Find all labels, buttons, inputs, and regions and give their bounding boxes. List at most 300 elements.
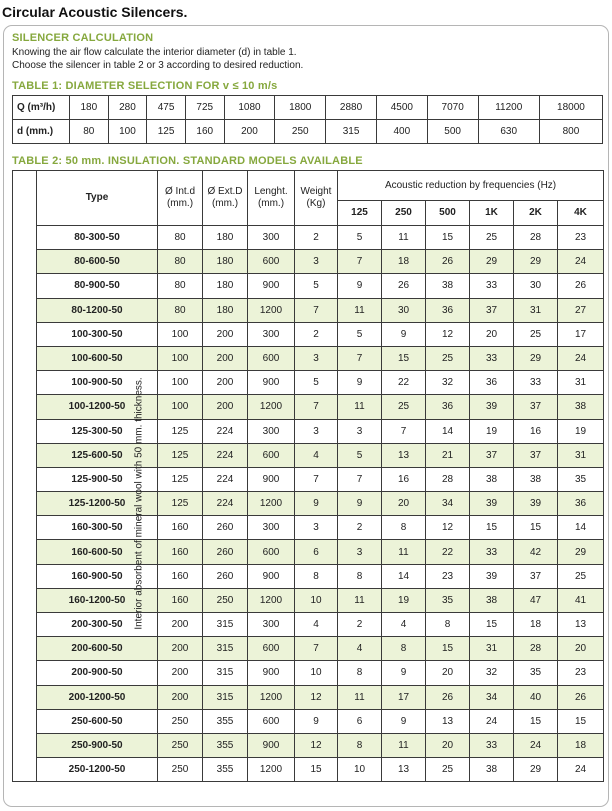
diameter-cell: 630 xyxy=(478,120,539,144)
int-d-cell: 160 xyxy=(158,588,203,612)
reduction-125-cell: 9 xyxy=(338,371,382,395)
reduction-2k-cell: 33 xyxy=(514,371,558,395)
weight-cell: 9 xyxy=(295,492,338,516)
reduction-1k-cell: 39 xyxy=(470,395,514,419)
type-cell: 125-600-50 xyxy=(37,443,158,467)
reduction-250-cell: 7 xyxy=(382,419,426,443)
int-d-cell: 200 xyxy=(158,637,203,661)
weight-cell: 7 xyxy=(295,637,338,661)
weight-cell: 12 xyxy=(295,685,338,709)
reduction-500-cell: 38 xyxy=(426,274,470,298)
reduction-250-cell: 11 xyxy=(382,540,426,564)
reduction-4k-cell: 13 xyxy=(558,613,604,637)
int-d-cell: 250 xyxy=(158,758,203,782)
reduction-500-cell: 12 xyxy=(426,516,470,540)
reduction-125-cell: 7 xyxy=(338,250,382,274)
table-row xyxy=(13,733,604,757)
reduction-4k-cell: 23 xyxy=(558,661,604,685)
reduction-4k-cell: 41 xyxy=(558,588,604,612)
type-cell: 200-600-50 xyxy=(37,637,158,661)
int-d-cell: 100 xyxy=(158,371,203,395)
standard-models-table xyxy=(12,170,604,782)
reduction-4k-cell: 29 xyxy=(558,540,604,564)
table-row xyxy=(13,346,604,370)
reduction-4k-cell: 20 xyxy=(558,637,604,661)
reduction-250-cell: 13 xyxy=(382,758,426,782)
ext-d-cell: 355 xyxy=(203,758,248,782)
diameter-cell: 200 xyxy=(224,120,275,144)
col-header-frequency: 4K xyxy=(558,201,604,226)
reduction-500-cell: 26 xyxy=(426,685,470,709)
col-header-frequency: 125 xyxy=(338,201,382,226)
reduction-2k-cell: 40 xyxy=(514,685,558,709)
length-cell: 900 xyxy=(248,467,295,491)
reduction-2k-cell: 15 xyxy=(514,709,558,733)
table-row xyxy=(13,564,604,588)
reduction-4k-cell: 14 xyxy=(558,516,604,540)
type-cell: 200-900-50 xyxy=(37,661,158,685)
reduction-2k-cell: 29 xyxy=(514,758,558,782)
table-row xyxy=(13,492,604,516)
reduction-1k-cell: 34 xyxy=(470,685,514,709)
ext-d-cell: 250 xyxy=(203,588,248,612)
weight-cell: 2 xyxy=(295,226,338,250)
ext-d-cell: 355 xyxy=(203,709,248,733)
weight-cell: 12 xyxy=(295,733,338,757)
reduction-2k-cell: 37 xyxy=(514,395,558,419)
reduction-4k-cell: 24 xyxy=(558,346,604,370)
reduction-2k-cell: 29 xyxy=(514,250,558,274)
reduction-125-cell: 8 xyxy=(338,564,382,588)
reduction-1k-cell: 24 xyxy=(470,709,514,733)
weight-cell: 5 xyxy=(295,274,338,298)
reduction-125-cell: 2 xyxy=(338,613,382,637)
type-cell: 100-300-50 xyxy=(37,322,158,346)
ext-d-cell: 315 xyxy=(203,685,248,709)
int-d-cell: 125 xyxy=(158,467,203,491)
type-cell: 160-900-50 xyxy=(37,564,158,588)
reduction-2k-cell: 28 xyxy=(514,226,558,250)
row-label-airflow: Q (m³/h) xyxy=(13,96,70,120)
int-d-cell: 125 xyxy=(158,419,203,443)
reduction-2k-cell: 31 xyxy=(514,298,558,322)
col-header-acoustic: Acoustic reduction by frequencies (Hz) xyxy=(338,171,604,201)
diameter-selection-table xyxy=(12,95,603,144)
length-cell: 1200 xyxy=(248,298,295,322)
reduction-500-cell: 12 xyxy=(426,322,470,346)
length-cell: 900 xyxy=(248,661,295,685)
reduction-125-cell: 11 xyxy=(338,395,382,419)
table-row xyxy=(13,637,604,661)
reduction-500-cell: 21 xyxy=(426,443,470,467)
reduction-2k-cell: 42 xyxy=(514,540,558,564)
type-cell: 125-1200-50 xyxy=(37,492,158,516)
reduction-2k-cell: 35 xyxy=(514,661,558,685)
length-cell: 1200 xyxy=(248,588,295,612)
ext-d-cell: 315 xyxy=(203,661,248,685)
table-row xyxy=(13,588,604,612)
length-cell: 600 xyxy=(248,709,295,733)
reduction-500-cell: 32 xyxy=(426,371,470,395)
reduction-500-cell: 8 xyxy=(426,613,470,637)
type-cell: 125-300-50 xyxy=(37,419,158,443)
length-cell: 300 xyxy=(248,516,295,540)
int-d-cell: 80 xyxy=(158,274,203,298)
reduction-500-cell: 22 xyxy=(426,540,470,564)
reduction-4k-cell: 31 xyxy=(558,443,604,467)
ext-d-cell: 180 xyxy=(203,274,248,298)
reduction-4k-cell: 38 xyxy=(558,395,604,419)
airflow-cell: 7070 xyxy=(427,96,478,120)
weight-cell: 10 xyxy=(295,661,338,685)
type-cell: 200-1200-50 xyxy=(37,685,158,709)
reduction-250-cell: 19 xyxy=(382,588,426,612)
int-d-cell: 125 xyxy=(158,443,203,467)
ext-d-cell: 315 xyxy=(203,637,248,661)
airflow-cell: 725 xyxy=(185,96,224,120)
reduction-250-cell: 13 xyxy=(382,443,426,467)
reduction-500-cell: 25 xyxy=(426,346,470,370)
reduction-500-cell: 25 xyxy=(426,758,470,782)
airflow-cell: 11200 xyxy=(478,96,539,120)
weight-cell: 4 xyxy=(295,613,338,637)
type-cell: 125-900-50 xyxy=(37,467,158,491)
weight-cell: 3 xyxy=(295,250,338,274)
reduction-250-cell: 30 xyxy=(382,298,426,322)
weight-cell: 3 xyxy=(295,419,338,443)
reduction-125-cell: 8 xyxy=(338,733,382,757)
reduction-2k-cell: 25 xyxy=(514,322,558,346)
reduction-250-cell: 15 xyxy=(382,346,426,370)
length-cell: 900 xyxy=(248,371,295,395)
reduction-4k-cell: 24 xyxy=(558,250,604,274)
reduction-125-cell: 5 xyxy=(338,443,382,467)
reduction-125-cell: 7 xyxy=(338,346,382,370)
length-cell: 300 xyxy=(248,419,295,443)
airflow-cell: 18000 xyxy=(539,96,602,120)
length-cell: 600 xyxy=(248,346,295,370)
diameter-cell: 250 xyxy=(275,120,326,144)
reduction-250-cell: 26 xyxy=(382,274,426,298)
reduction-2k-cell: 15 xyxy=(514,516,558,540)
reduction-500-cell: 36 xyxy=(426,298,470,322)
int-d-cell: 100 xyxy=(158,322,203,346)
reduction-2k-cell: 30 xyxy=(514,274,558,298)
reduction-500-cell: 28 xyxy=(426,467,470,491)
reduction-250-cell: 9 xyxy=(382,322,426,346)
col-header-frequency: 2K xyxy=(514,201,558,226)
weight-cell: 6 xyxy=(295,540,338,564)
weight-cell: 9 xyxy=(295,709,338,733)
type-cell: 160-600-50 xyxy=(37,540,158,564)
reduction-2k-cell: 37 xyxy=(514,564,558,588)
airflow-cell: 4500 xyxy=(376,96,427,120)
reduction-1k-cell: 38 xyxy=(470,467,514,491)
reduction-250-cell: 17 xyxy=(382,685,426,709)
reduction-4k-cell: 36 xyxy=(558,492,604,516)
airflow-cell: 1080 xyxy=(224,96,275,120)
reduction-2k-cell: 39 xyxy=(514,492,558,516)
type-cell: 80-900-50 xyxy=(37,274,158,298)
diameter-cell: 800 xyxy=(539,120,602,144)
ext-d-cell: 180 xyxy=(203,250,248,274)
reduction-250-cell: 8 xyxy=(382,516,426,540)
reduction-250-cell: 8 xyxy=(382,637,426,661)
reduction-250-cell: 9 xyxy=(382,709,426,733)
reduction-125-cell: 5 xyxy=(338,226,382,250)
calc-line-2: Choose the silencer in table 2 or 3 according to desired reduction. xyxy=(12,59,304,71)
int-d-cell: 160 xyxy=(158,564,203,588)
type-cell: 250-600-50 xyxy=(37,709,158,733)
reduction-250-cell: 11 xyxy=(382,733,426,757)
reduction-500-cell: 35 xyxy=(426,588,470,612)
type-cell: 160-300-50 xyxy=(37,516,158,540)
reduction-250-cell: 22 xyxy=(382,371,426,395)
reduction-125-cell: 8 xyxy=(338,661,382,685)
reduction-250-cell: 11 xyxy=(382,226,426,250)
weight-cell: 4 xyxy=(295,443,338,467)
reduction-2k-cell: 37 xyxy=(514,443,558,467)
airflow-cell: 180 xyxy=(70,96,109,120)
ext-d-cell: 224 xyxy=(203,492,248,516)
reduction-1k-cell: 20 xyxy=(470,322,514,346)
diameter-cell: 315 xyxy=(326,120,377,144)
reduction-1k-cell: 36 xyxy=(470,371,514,395)
type-cell: 250-1200-50 xyxy=(37,758,158,782)
type-cell: 80-600-50 xyxy=(37,250,158,274)
weight-cell: 3 xyxy=(295,346,338,370)
ext-d-cell: 200 xyxy=(203,395,248,419)
table-row-diameter xyxy=(13,120,603,144)
airflow-cell: 475 xyxy=(147,96,186,120)
reduction-500-cell: 36 xyxy=(426,395,470,419)
reduction-500-cell: 13 xyxy=(426,709,470,733)
calc-line-1: Knowing the air flow calculate the interior diameter (d) in table 1. xyxy=(12,47,297,58)
reduction-1k-cell: 15 xyxy=(470,516,514,540)
reduction-2k-cell: 29 xyxy=(514,346,558,370)
reduction-1k-cell: 37 xyxy=(470,298,514,322)
table-row xyxy=(13,298,604,322)
calc-heading: SILENCER CALCULATION xyxy=(12,32,154,44)
reduction-4k-cell: 35 xyxy=(558,467,604,491)
ext-d-cell: 260 xyxy=(203,516,248,540)
reduction-500-cell: 15 xyxy=(426,637,470,661)
reduction-4k-cell: 15 xyxy=(558,709,604,733)
reduction-4k-cell: 25 xyxy=(558,564,604,588)
reduction-125-cell: 6 xyxy=(338,709,382,733)
reduction-250-cell: 18 xyxy=(382,250,426,274)
table-row xyxy=(13,226,604,250)
ext-d-cell: 315 xyxy=(203,613,248,637)
reduction-2k-cell: 47 xyxy=(514,588,558,612)
weight-cell: 5 xyxy=(295,371,338,395)
reduction-4k-cell: 26 xyxy=(558,274,604,298)
int-d-cell: 80 xyxy=(158,226,203,250)
reduction-4k-cell: 26 xyxy=(558,685,604,709)
int-d-cell: 125 xyxy=(158,492,203,516)
reduction-500-cell: 26 xyxy=(426,250,470,274)
reduction-4k-cell: 17 xyxy=(558,322,604,346)
airflow-cell: 1800 xyxy=(275,96,326,120)
reduction-1k-cell: 39 xyxy=(470,492,514,516)
reduction-1k-cell: 33 xyxy=(470,274,514,298)
type-cell: 250-900-50 xyxy=(37,733,158,757)
length-cell: 300 xyxy=(248,613,295,637)
table-row xyxy=(13,467,604,491)
reduction-125-cell: 5 xyxy=(338,322,382,346)
reduction-1k-cell: 25 xyxy=(470,226,514,250)
reduction-500-cell: 20 xyxy=(426,661,470,685)
row-label-diameter: d (mm.) xyxy=(13,120,70,144)
table-row-airflow xyxy=(13,96,603,120)
reduction-125-cell: 11 xyxy=(338,298,382,322)
length-cell: 1200 xyxy=(248,492,295,516)
length-cell: 600 xyxy=(248,540,295,564)
type-cell: 160-1200-50 xyxy=(37,588,158,612)
page-title: Circular Acoustic Silencers. xyxy=(2,4,188,20)
reduction-500-cell: 34 xyxy=(426,492,470,516)
reduction-1k-cell: 37 xyxy=(470,443,514,467)
reduction-4k-cell: 18 xyxy=(558,733,604,757)
col-header-ext-d: Ø Ext.D (mm.) xyxy=(203,171,248,226)
diameter-cell: 80 xyxy=(70,120,109,144)
length-cell: 1200 xyxy=(248,395,295,419)
type-cell: 100-600-50 xyxy=(37,346,158,370)
table1-heading: TABLE 1: DIAMETER SELECTION FOR v ≤ 10 m/s xyxy=(12,80,278,92)
diameter-cell: 160 xyxy=(185,120,224,144)
length-cell: 300 xyxy=(248,226,295,250)
table-row xyxy=(13,274,604,298)
reduction-125-cell: 11 xyxy=(338,685,382,709)
ext-d-cell: 224 xyxy=(203,419,248,443)
weight-cell: 7 xyxy=(295,298,338,322)
reduction-250-cell: 20 xyxy=(382,492,426,516)
type-cell: 200-300-50 xyxy=(37,613,158,637)
length-cell: 600 xyxy=(248,637,295,661)
table-row xyxy=(13,758,604,782)
reduction-1k-cell: 31 xyxy=(470,637,514,661)
length-cell: 300 xyxy=(248,322,295,346)
reduction-1k-cell: 38 xyxy=(470,758,514,782)
side-header-blank xyxy=(13,171,37,226)
reduction-4k-cell: 27 xyxy=(558,298,604,322)
reduction-125-cell: 9 xyxy=(338,492,382,516)
int-d-cell: 80 xyxy=(158,250,203,274)
airflow-cell: 280 xyxy=(108,96,147,120)
ext-d-cell: 355 xyxy=(203,733,248,757)
type-cell: 80-300-50 xyxy=(37,226,158,250)
weight-cell: 8 xyxy=(295,564,338,588)
table-row xyxy=(13,685,604,709)
int-d-cell: 160 xyxy=(158,540,203,564)
reduction-250-cell: 16 xyxy=(382,467,426,491)
type-cell: 80-1200-50 xyxy=(37,298,158,322)
calc-instructions xyxy=(12,47,303,72)
ext-d-cell: 224 xyxy=(203,443,248,467)
reduction-500-cell: 23 xyxy=(426,564,470,588)
length-cell: 900 xyxy=(248,564,295,588)
weight-cell: 7 xyxy=(295,467,338,491)
int-d-cell: 100 xyxy=(158,346,203,370)
reduction-2k-cell: 38 xyxy=(514,467,558,491)
reduction-1k-cell: 19 xyxy=(470,419,514,443)
reduction-1k-cell: 29 xyxy=(470,250,514,274)
reduction-125-cell: 3 xyxy=(338,419,382,443)
table2-heading: TABLE 2: 50 mm. INSULATION. STANDARD MODELS AVAILABLE xyxy=(12,155,363,167)
reduction-1k-cell: 33 xyxy=(470,733,514,757)
reduction-1k-cell: 32 xyxy=(470,661,514,685)
reduction-125-cell: 11 xyxy=(338,588,382,612)
length-cell: 600 xyxy=(248,443,295,467)
ext-d-cell: 224 xyxy=(203,467,248,491)
diameter-cell: 500 xyxy=(427,120,478,144)
reduction-250-cell: 4 xyxy=(382,613,426,637)
ext-d-cell: 200 xyxy=(203,371,248,395)
reduction-125-cell: 7 xyxy=(338,467,382,491)
weight-cell: 15 xyxy=(295,758,338,782)
col-header-length: Lenght. (mm.) xyxy=(248,171,295,226)
reduction-500-cell: 15 xyxy=(426,226,470,250)
int-d-cell: 250 xyxy=(158,733,203,757)
col-header-frequency: 250 xyxy=(382,201,426,226)
type-cell: 100-900-50 xyxy=(37,371,158,395)
int-d-cell: 100 xyxy=(158,395,203,419)
table-row xyxy=(13,395,604,419)
reduction-500-cell: 14 xyxy=(426,419,470,443)
reduction-250-cell: 25 xyxy=(382,395,426,419)
diameter-cell: 400 xyxy=(376,120,427,144)
reduction-250-cell: 14 xyxy=(382,564,426,588)
length-cell: 600 xyxy=(248,250,295,274)
weight-cell: 10 xyxy=(295,588,338,612)
ext-d-cell: 180 xyxy=(203,226,248,250)
type-cell: 100-1200-50 xyxy=(37,395,158,419)
reduction-1k-cell: 15 xyxy=(470,613,514,637)
int-d-cell: 200 xyxy=(158,685,203,709)
reduction-125-cell: 3 xyxy=(338,540,382,564)
table-row xyxy=(13,540,604,564)
insulation-side-label: Interior absorbent of mineral wool with 50 mm. thickness. xyxy=(133,377,145,630)
ext-d-cell: 180 xyxy=(203,298,248,322)
reduction-4k-cell: 31 xyxy=(558,371,604,395)
reduction-125-cell: 9 xyxy=(338,274,382,298)
reduction-500-cell: 20 xyxy=(426,733,470,757)
ext-d-cell: 260 xyxy=(203,564,248,588)
col-header-frequency: 1K xyxy=(470,201,514,226)
reduction-2k-cell: 24 xyxy=(514,733,558,757)
weight-cell: 7 xyxy=(295,395,338,419)
weight-cell: 2 xyxy=(295,322,338,346)
table-row xyxy=(13,613,604,637)
reduction-1k-cell: 39 xyxy=(470,564,514,588)
table-row xyxy=(13,443,604,467)
table-row xyxy=(13,661,604,685)
ext-d-cell: 200 xyxy=(203,322,248,346)
int-d-cell: 80 xyxy=(158,298,203,322)
length-cell: 900 xyxy=(248,733,295,757)
length-cell: 1200 xyxy=(248,758,295,782)
reduction-250-cell: 9 xyxy=(382,661,426,685)
reduction-4k-cell: 24 xyxy=(558,758,604,782)
col-header-type: Type xyxy=(37,171,158,226)
int-d-cell: 250 xyxy=(158,709,203,733)
reduction-1k-cell: 38 xyxy=(470,588,514,612)
int-d-cell: 200 xyxy=(158,613,203,637)
reduction-4k-cell: 23 xyxy=(558,226,604,250)
table-row xyxy=(13,322,604,346)
reduction-125-cell: 2 xyxy=(338,516,382,540)
diameter-cell: 100 xyxy=(108,120,147,144)
